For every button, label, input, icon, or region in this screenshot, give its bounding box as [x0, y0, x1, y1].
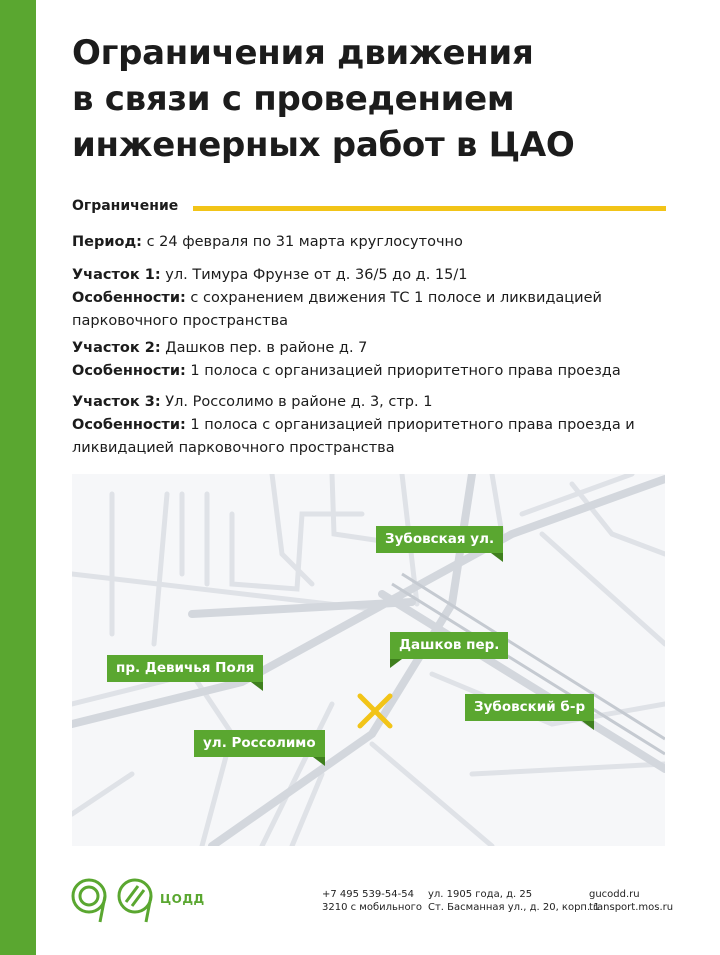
phone-mobile: 3210 с мобильного: [322, 902, 422, 913]
area-value: Дашков пер. в районе д. 7: [165, 340, 368, 356]
area-value: ул. Тимура Фрунзе от д. 36/5 до д. 15/1: [165, 267, 468, 283]
label-pointer: [251, 682, 263, 691]
page-title: [72, 30, 692, 168]
section-divider: [193, 206, 666, 211]
map-label-text: ул. Россолимо: [203, 735, 316, 751]
area-label: Участок 2:: [72, 340, 161, 356]
area-label: Участок 1:: [72, 267, 161, 283]
transport-logo-icon: [70, 878, 110, 924]
footer-sites: [589, 888, 673, 914]
features-value: 1 полоса с организацией приоритетного права проезда и ликвидацией парковочного пространства: [72, 417, 635, 456]
area-label: Участок 3:: [72, 394, 161, 410]
address-1: ул. 1905 года, д. 25: [428, 889, 533, 900]
title-line: инженерных работ в ЦАО: [72, 125, 575, 165]
phone-main: +7 495 539-54-54: [322, 889, 414, 900]
area-block-1: [72, 264, 672, 333]
site-link-1[interactable]: gucodd.ru: [589, 889, 640, 900]
features-value: с сохранением движения ТС 1 полосе и ликвидацией парковочного пространства: [72, 290, 602, 329]
brand-name: ЦОДД: [160, 892, 205, 906]
address-2: Ст. Басманная ул., д. 20, корп. 1: [428, 902, 600, 913]
features-label: Особенности:: [72, 290, 186, 306]
period-label: Период:: [72, 234, 142, 250]
area-value: Ул. Россолимо в районе д. 3, стр. 1: [165, 394, 433, 410]
site-link-2[interactable]: transport.mos.ru: [589, 902, 674, 913]
label-pointer: [582, 721, 594, 730]
title-line: в связи с проведением: [72, 79, 515, 119]
map-label-text: Зубовская ул.: [385, 531, 495, 547]
map-label-zubovsky-b: [465, 694, 594, 721]
area-block-2: [72, 337, 672, 383]
map-label-text: Зубовский б-р: [474, 699, 586, 715]
period-block: [72, 231, 672, 254]
map-label-text: Дашков пер.: [399, 637, 500, 653]
title-line: Ограничения движения: [72, 33, 534, 73]
area-block-3: [72, 391, 672, 460]
section-label: Ограничение: [72, 198, 179, 214]
map-label-rossolimo: [194, 730, 325, 757]
footer: [0, 878, 720, 928]
codd-logo-icon: [116, 878, 156, 924]
map: [72, 474, 665, 846]
features-label: Особенности:: [72, 363, 186, 379]
features-value: 1 полоса с организацией приоритетного права проезда: [190, 363, 621, 379]
section-header: [72, 198, 666, 220]
label-pointer: [390, 659, 402, 668]
side-stripe: [0, 0, 36, 955]
footer-addresses: [428, 888, 600, 914]
footer-phones: [322, 888, 422, 914]
map-label-zubovskaya: [376, 526, 503, 553]
map-label-devichya: [107, 655, 263, 682]
map-label-dashkov: [390, 632, 508, 659]
map-label-text: пр. Девичья Поля: [116, 660, 255, 676]
label-pointer: [313, 757, 325, 766]
features-label: Особенности:: [72, 417, 186, 433]
label-pointer: [491, 553, 503, 562]
period-value: с 24 февраля по 31 марта круглосуточно: [146, 234, 463, 250]
